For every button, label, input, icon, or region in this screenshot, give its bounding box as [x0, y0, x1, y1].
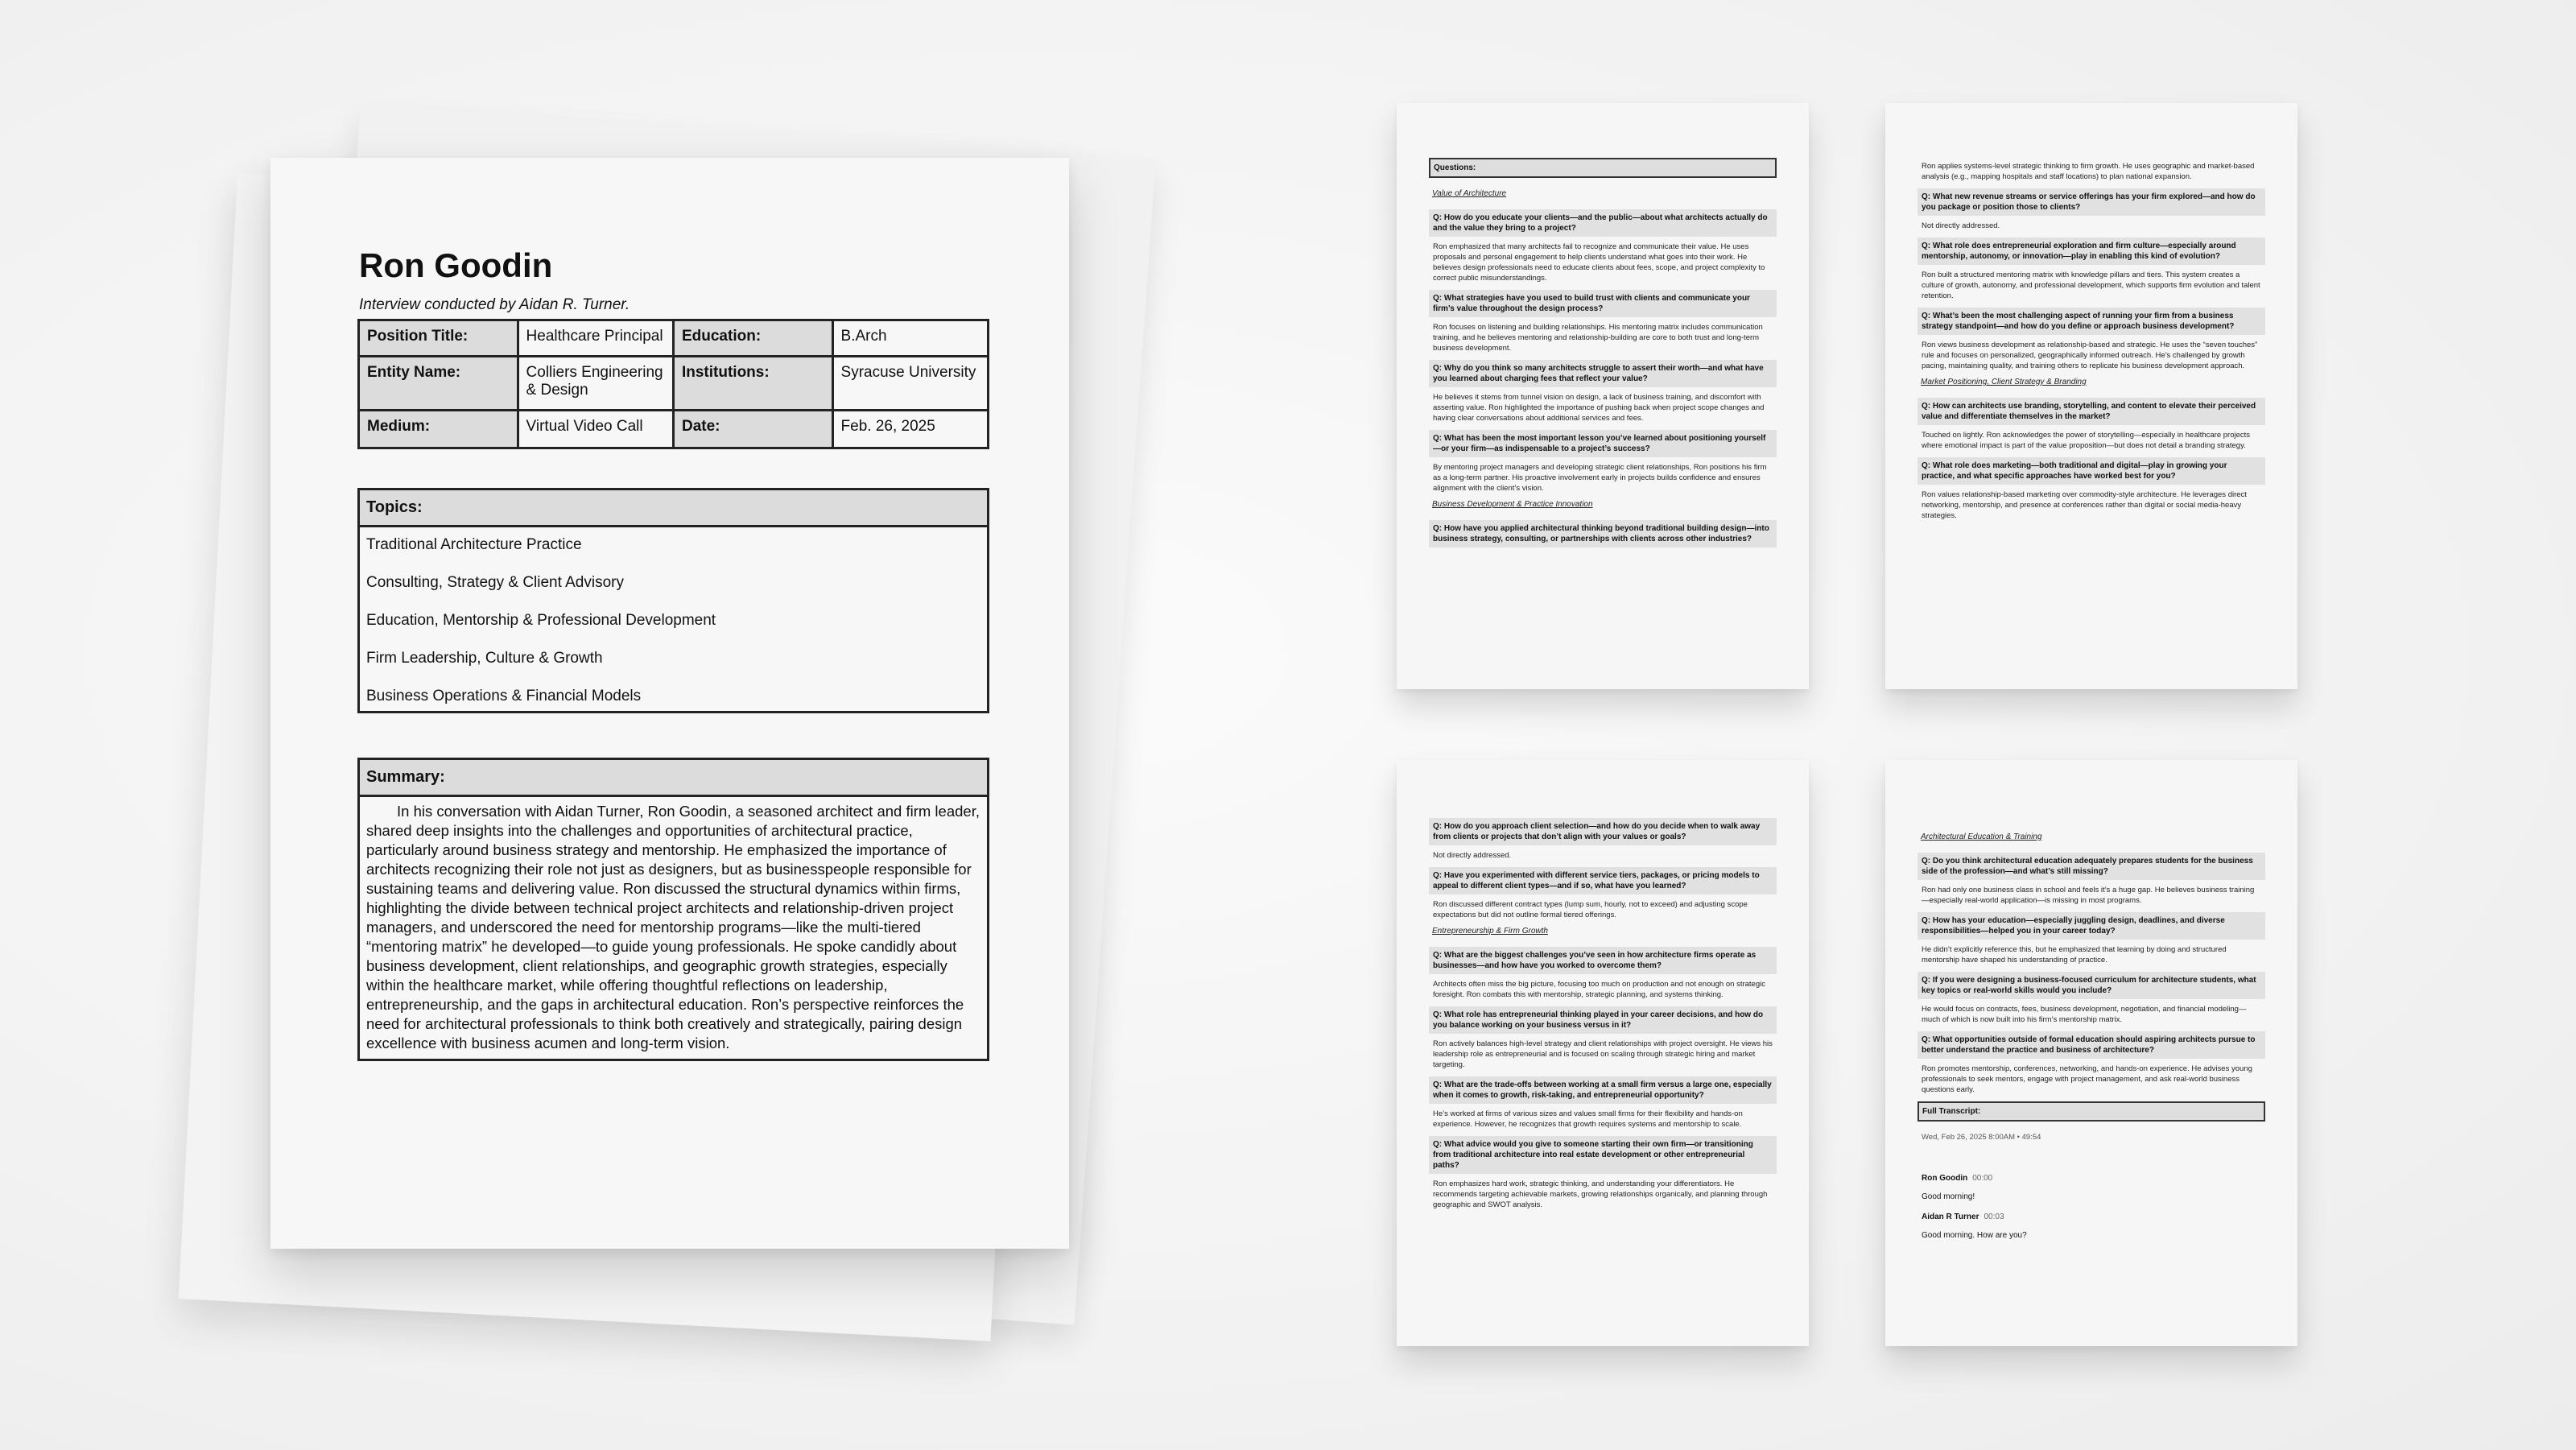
- answer: Architects often miss the big picture, focusing too much on production and not enough on strategic foresight. Ron combats this with mentorship, strategic planning, and systems thinking.: [1433, 980, 1765, 999]
- question: Q: Do you think architectural education adequately prepares students for the business side of the profession—and what’s still missing?: [1918, 853, 2265, 880]
- topic-item: Firm Leadership, Culture & Growth: [366, 650, 603, 667]
- question: Q: How do you approach client selection—and how do you decide when to walk away from clients or projects that don’t align with your values or goals?: [1429, 818, 1777, 845]
- answer: Not directly addressed.: [1433, 851, 1512, 860]
- questions-page-1: [1397, 103, 1809, 689]
- summary-text: In his conversation with Aidan Turner, Ron Goodin, a seasoned architect and firm leader, shared deep insights into the challenges and opportunities of architectural practice, particularly around business strategy and mentorship. He emphasized the importance of architects recognizing their role not just as designers, but as businesspeople responsible for sustaining teams and delivering value. Ron discussed the structural dynamics within firms, highlighting the divide between technical project architects and relationship-driven project managers, and underscored the need for mentorship programs—like the multi-tiered “mentoring matrix” he developed—to guide young professionals. He spoke candidly about business development, client relationships, and geographic growth strategies, especially within the healthcare market, while offering thoughtful reflections on leadership, entrepreneurship, and the gaps in architectural education. Ron’s perspective reinforces the need for architectural professionals to think both creatively and strategically, pairing design excellence with business acumen and long-term vision.: [366, 803, 980, 1051]
- section-heading: Market Positioning, Client Strategy & Branding: [1921, 378, 2087, 386]
- transcript-line: Good morning!: [1922, 1192, 1975, 1201]
- topic-item: Education, Mentorship & Professional Development: [366, 612, 716, 629]
- speaker-label: [1918, 1174, 2265, 1183]
- entity-value: Colliers Engineering & Design: [518, 357, 673, 411]
- answer: Ron promotes mentorship, conferences, networking, and hands-on experience. He advises young professionals to seek mentors, engage with project management, and ask real-world business questions early.: [1922, 1064, 2252, 1094]
- education-label: Education:: [673, 320, 832, 357]
- questions-heading: Questions:: [1429, 158, 1777, 178]
- section-heading: Entrepreneurship & Firm Growth: [1432, 927, 1548, 936]
- summary-heading: Summary:: [360, 760, 987, 797]
- answer: Ron discussed different contract types (lump sum, hourly, not to exceed) and adjusting scope expectations but did not outline formal tiered offerings.: [1433, 900, 1748, 919]
- answer: He would focus on contracts, fees, business development, negotiation, and financial modeling—much of which is now built into his firm’s mentorship matrix.: [1922, 1005, 2247, 1024]
- answer: Ron views business development as relationship-based and strategic. He uses the “seven touches” rule and focuses on personalized, geographically informed outreach. He’s challenged by growth pacing, maintaining quality, and training others to replicate his business development approach.: [1922, 341, 2258, 370]
- section-heading: Value of Architecture: [1432, 189, 1507, 198]
- speaker-name: Aidan R Turner: [1922, 1212, 1979, 1221]
- question: Q: What are the trade-offs between working at a small firm versus a large one, especially when it comes to growth, risk-taking, and entrepreneurial opportunity?: [1429, 1076, 1777, 1104]
- questions-page-4: [1885, 760, 2297, 1346]
- question: Q: What role does marketing—both traditional and digital—play in growing your practice, and what specific approaches have worked best for you?: [1918, 457, 2265, 485]
- question: Q: Have you experimented with different service tiers, packages, or pricing models to appeal to different client types—and if so, what have you learned?: [1429, 867, 1777, 894]
- answer: Ron built a structured mentoring matrix with knowledge pillars and tiers. This system creates a culture of growth, autonomy, and professional development, which supports firm evolution and talent retention.: [1922, 271, 2260, 300]
- answer: He’s worked at firms of various sizes and values small firms for their flexibility and hands-on experience. However, he recognizes that growth requires systems and mentorship to scale.: [1433, 1109, 1743, 1129]
- question: Q: What new revenue streams or service offerings has your firm explored—and how do you package or position those to clients?: [1918, 188, 2265, 216]
- question: Q: What role has entrepreneurial thinking played in your career decisions, and how do you balance working on your business versus in it?: [1429, 1006, 1777, 1034]
- position-value: Healthcare Principal: [518, 320, 673, 357]
- info-table: [357, 319, 989, 449]
- education-value: B.Arch: [832, 320, 988, 357]
- topic-item: Traditional Architecture Practice: [366, 536, 582, 553]
- summary-box: [357, 758, 989, 1061]
- question: Q: What are the biggest challenges you’ve seen in how architecture firms operate as businesses—and how have you worked to overcome them?: [1429, 947, 1777, 974]
- institutions-value: Syracuse University: [832, 357, 988, 411]
- section-heading: Architectural Education & Training: [1921, 832, 2042, 841]
- answer: Ron actively balances high-level strategy and client relationships with project oversight. He views his leadership role as entrepreneurial and is focused on scaling through strategic hiring and market targeting.: [1433, 1039, 1773, 1069]
- timestamp: 00:00: [1972, 1174, 1993, 1183]
- answer: Not directly addressed.: [1922, 221, 2000, 230]
- question: Q: How do you educate your clients—and the public—about what architects actually do and the value they bring to a project?: [1429, 209, 1777, 237]
- answer: Ron emphasizes hard work, strategic thinking, and understanding your differentiators. He recommends targeting achievable markets, growing relationships organically, and planning through geographic and SWOT analysis.: [1433, 1179, 1768, 1209]
- questions-page-2: [1885, 103, 2297, 689]
- date-value: Feb. 26, 2025: [832, 411, 988, 448]
- interviewee-name: Ron Goodin: [359, 246, 553, 284]
- question: Q: How has your education—especially juggling design, deadlines, and diverse responsibilities—helped you in your career today?: [1918, 912, 2265, 940]
- answer: Touched on lightly. Ron acknowledges the power of storytelling—especially in healthcare projects where emotional impact is part of the value proposition—but does not detail a branding strategy.: [1922, 431, 2251, 450]
- medium-value: Virtual Video Call: [518, 411, 673, 448]
- answer: Ron had only one business class in school and feels it’s a huge gap. He believes business training—especially real-world application—is missing in most programs.: [1922, 886, 2255, 905]
- question: Q: How have you applied architectural thinking beyond traditional building design—into business strategy, consulting, or partnerships with clients across other industries?: [1429, 520, 1777, 547]
- section-heading: Business Development & Practice Innovation: [1432, 500, 1593, 509]
- topics-heading: Topics:: [360, 490, 987, 527]
- topic-item: Consulting, Strategy & Client Advisory: [366, 574, 624, 591]
- position-label: Position Title:: [359, 320, 518, 357]
- question: Q: What opportunities outside of formal education should aspiring architects pursue to better understand the practice and business of architecture?: [1918, 1031, 2265, 1059]
- answer: He believes it stems from tunnel vision on design, a lack of business training, and discomfort with asserting value. Ron highlighted the importance of pushing back when project scope changes and having clear conversations about additional services and fees.: [1433, 393, 1765, 423]
- entity-label: Entity Name:: [359, 357, 518, 411]
- topics-box: [357, 488, 989, 713]
- date-label: Date:: [673, 411, 832, 448]
- cover-page: [270, 158, 1069, 1249]
- question: Q: What advice would you give to someone starting their own firm—or transitioning from traditional architecture into real estate development or other entrepreneurial paths?: [1429, 1136, 1777, 1174]
- question: Q: What has been the most important lesson you’ve learned about positioning yourself—or your firm—as indispensable to a project’s success?: [1429, 430, 1777, 457]
- answer: Ron applies systems-level strategic thinking to firm growth. He uses geographic and market-based analysis (e.g., mapping hospitals and staff locations) to plan national expansion.: [1922, 162, 2255, 181]
- speaker-label: [1918, 1212, 2265, 1221]
- question: Q: Why do you think so many architects struggle to assert their worth—and what have you learned about charging fees that reflect your value?: [1429, 360, 1777, 387]
- question: Q: What strategies have you used to build trust with clients and communicate your firm’s value throughout the design process?: [1429, 290, 1777, 317]
- question: Q: How can architects use branding, storytelling, and content to elevate their perceived value and differentiate themselves in the market?: [1918, 398, 2265, 425]
- question: Q: What role does entrepreneurial exploration and firm culture—especially around mentorship, autonomy, or innovation—play in enabling this kind of evolution?: [1918, 238, 2265, 265]
- transcript-heading: Full Transcript:: [1918, 1101, 2265, 1122]
- answer: By mentoring project managers and developing strategic client relationships, Ron positions his firm as a long-term partner. His proactive involvement early in projects builds confidence and ensures alignment with the client’s vision.: [1433, 463, 1767, 493]
- question: Q: If you were designing a business-focused curriculum for architecture students, what key topics or real-world skills would you include?: [1918, 972, 2265, 999]
- answer: Ron emphasized that many architects fail to recognize and communicate their value. He uses proposals and personal engagement to help clients understand what goes into their work. He believes design professionals need to educate clients about fees, scope, and project complexity to correct public misunderstandings.: [1433, 242, 1765, 283]
- answer: He didn’t explicitly reference this, but he emphasized that learning by doing and structured mentorship have shaped his understanding of practice.: [1922, 945, 2227, 965]
- timestamp: 00:03: [1984, 1212, 2004, 1221]
- institutions-label: Institutions:: [673, 357, 832, 411]
- medium-label: Medium:: [359, 411, 518, 448]
- interviewer-byline: Interview conducted by Aidan R. Turner.: [359, 296, 630, 313]
- transcript-line: Good morning. How are you?: [1922, 1231, 2027, 1240]
- answer: Ron values relationship-based marketing over commodity-style architecture. He leverages direct networking, mentorship, and presence at conferences rather than digital or social media-heavy strategies.: [1922, 490, 2247, 520]
- speaker-name: Ron Goodin: [1922, 1174, 1968, 1183]
- question: Q: What’s been the most challenging aspect of running your firm from a business strategy standpoint—and how do you define or approach business development?: [1918, 308, 2265, 335]
- transcript-meta: Wed, Feb 26, 2025 8:00AM • 49:54: [1922, 1133, 2041, 1142]
- topic-item: Business Operations & Financial Models: [366, 688, 642, 704]
- questions-page-3: [1397, 760, 1809, 1346]
- answer: Ron focuses on listening and building relationships. His mentoring matrix includes communication training, and he believes mentoring and relationship-building are core to both trust and long-term business development.: [1433, 323, 1763, 353]
